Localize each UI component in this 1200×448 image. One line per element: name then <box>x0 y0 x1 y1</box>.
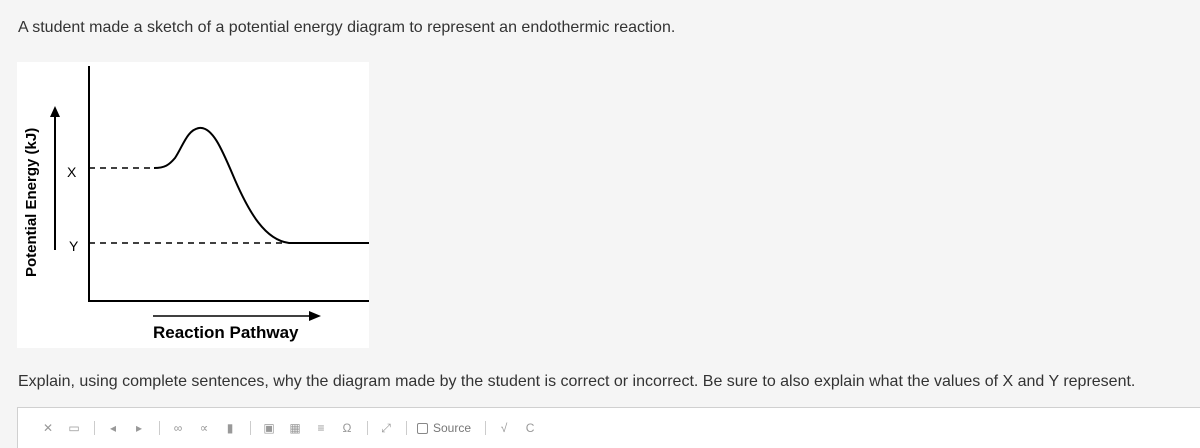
toolbar-divider <box>250 421 251 435</box>
source-button[interactable] <box>417 420 471 436</box>
editor-toolbar <box>18 408 1200 438</box>
marker-y-label: Y <box>69 238 79 254</box>
sqrt-icon[interactable]: √ <box>500 421 508 435</box>
potential-energy-diagram <box>17 62 369 348</box>
redo-icon[interactable]: ▸ <box>135 421 143 435</box>
marker-x-label: X <box>67 164 77 180</box>
source-label: Source <box>433 421 472 435</box>
rich-text-editor[interactable] <box>17 407 1200 448</box>
question-intro: A student made a sketch of a potential energy diagram to represent an endothermic reaction. <box>18 19 676 36</box>
omega-icon[interactable]: Ω <box>342 421 352 435</box>
energy-curve <box>154 128 369 243</box>
x-axis-arrowhead <box>309 311 321 321</box>
toolbar-divider <box>406 421 407 435</box>
maximize-icon[interactable]: ⤢ <box>381 421 391 435</box>
toolbar-divider <box>94 421 95 435</box>
flag-icon[interactable]: ▮ <box>226 421 234 435</box>
source-icon <box>417 423 428 434</box>
y-axis-arrowhead <box>50 106 60 117</box>
scissors-icon[interactable]: ✕ <box>42 421 54 435</box>
unlink-icon[interactable]: ∝ <box>199 421 209 435</box>
toolbar-divider <box>159 421 160 435</box>
undo-icon[interactable]: ◂ <box>109 421 117 435</box>
chemistry-icon[interactable]: C <box>525 421 535 435</box>
clipboard-icon[interactable]: ▭ <box>68 421 80 435</box>
link-icon[interactable]: ∞ <box>173 421 183 435</box>
image-icon[interactable]: ▣ <box>263 421 275 435</box>
y-axis-label: Potential Energy (kJ) <box>23 127 40 277</box>
question-prompt: Explain, using complete sentences, why the diagram made by the student is correct or incorrect. Be sure to also explain what the values of X and Y represent. <box>18 373 1136 390</box>
table-icon[interactable]: ▦ <box>289 421 301 435</box>
toolbar-divider <box>485 421 486 435</box>
toolbar-divider <box>367 421 368 435</box>
x-axis-label: Reaction Pathway <box>153 323 299 342</box>
horizontal-rule-icon[interactable]: ≡ <box>317 421 325 435</box>
